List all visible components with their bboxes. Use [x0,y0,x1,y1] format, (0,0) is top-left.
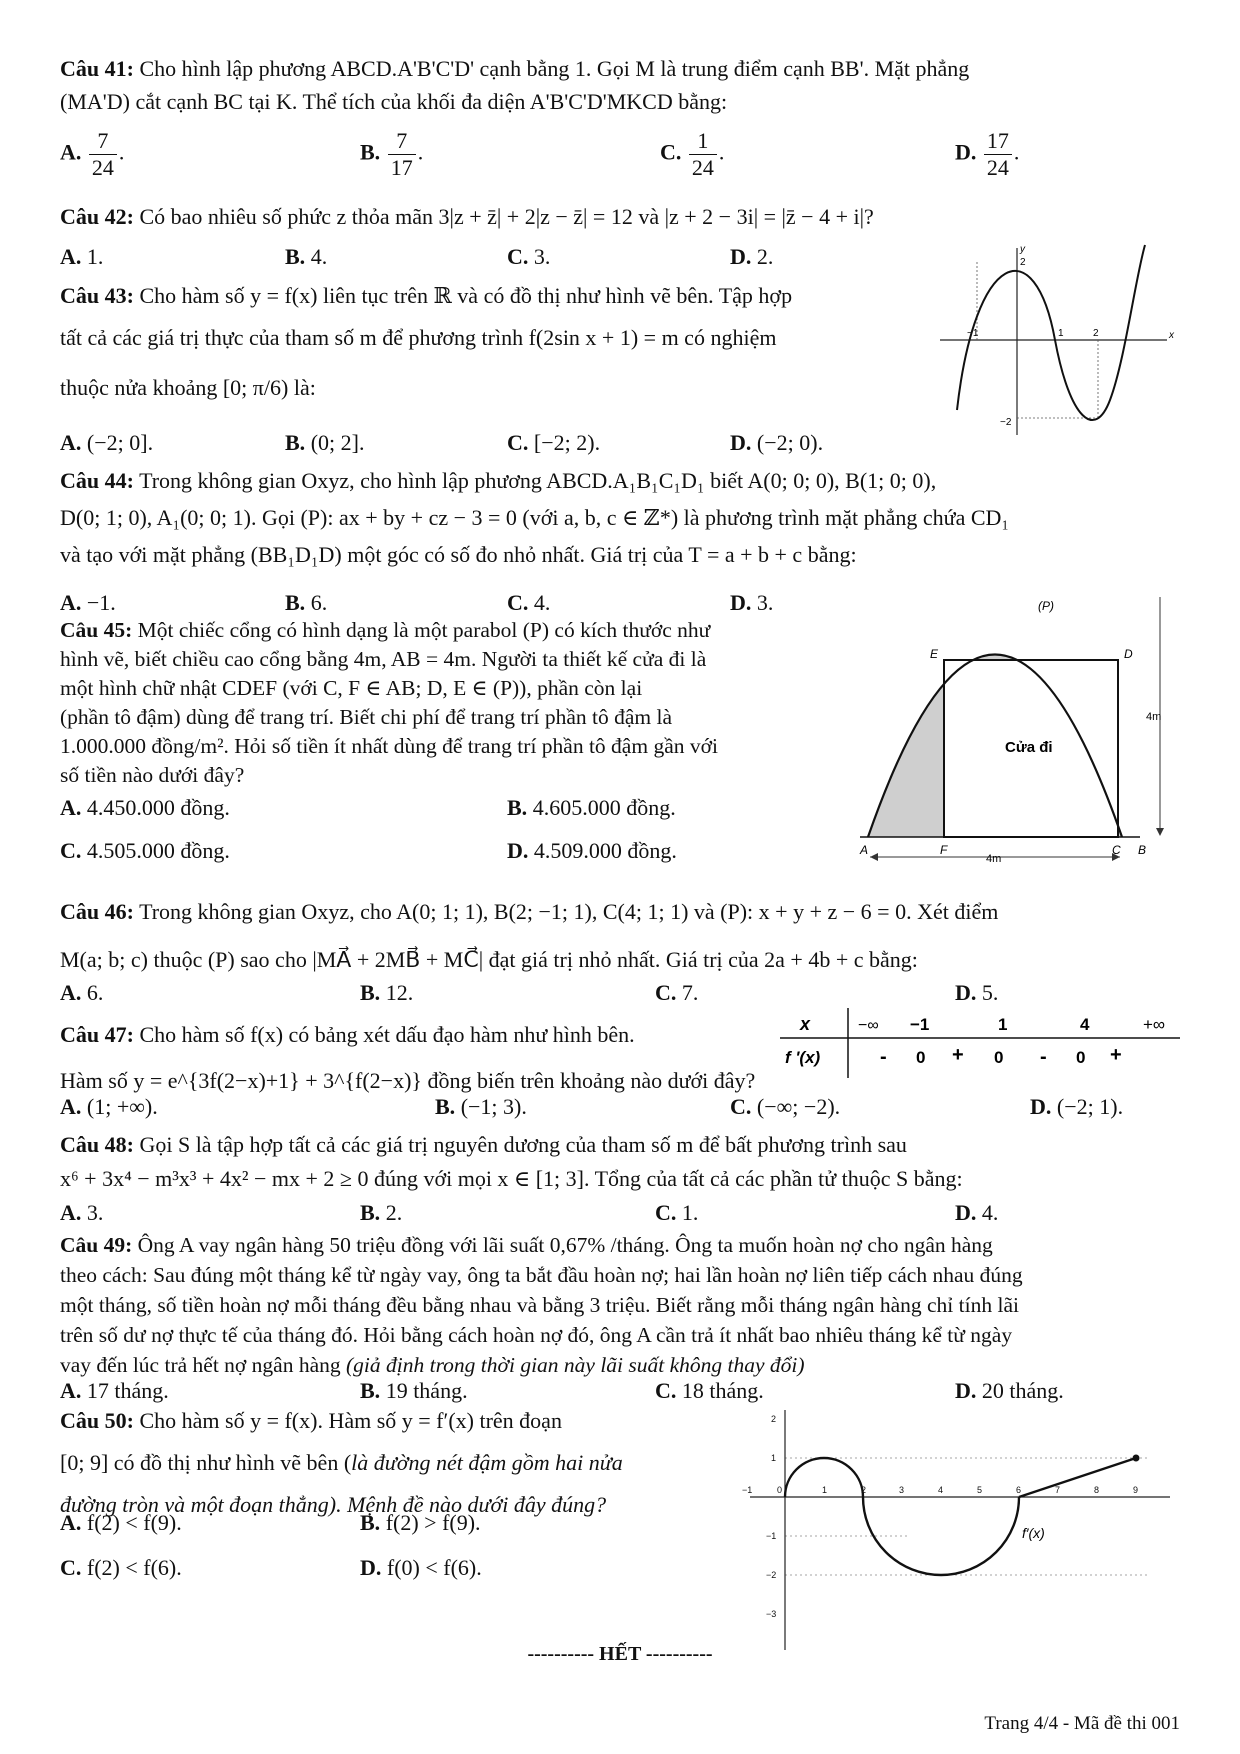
q49-option-c[interactable]: C. 18 tháng. [655,1378,764,1403]
q50-option-d[interactable]: D. f(0) < f(6). [360,1555,482,1580]
q50-xtick-7: 7 [1055,1485,1061,1495]
q49-label: Câu 49: [60,1233,133,1257]
q42-text: Có bao nhiêu số phức z thỏa mãn 3|z + z̄| + 2|z − z̄| = 12 và |z + 2 − 3i| = |z̄ − 4 + i|? [139,204,874,229]
q43-graph [935,240,1180,440]
q49-note: (giả định trong thời gian này lãi suất không thay đổi) [346,1353,805,1377]
q42-option-a[interactable]: A. 1. [60,244,104,269]
q43-option-a[interactable]: A. (−2; 0]. [60,430,154,455]
q50-ytick-neg2: −2 [766,1570,777,1580]
q44-text-line3: và tạo với mặt phẳng (BB₁D₁D) một góc có số đo nhỏ nhất. Giá trị của T = a + b + c bằng: [60,542,857,567]
q47-sign-0: - [880,1046,887,1068]
q47-option-d[interactable]: D. (−2; 1). [1030,1094,1124,1119]
q50-option-a[interactable]: A. f(2) < f(9). [60,1510,182,1535]
q50-curve-label: f′(x) [1022,1525,1045,1541]
q43-text-line3a: thuộc nửa khoảng [60,375,218,400]
q50-curve-segment [1019,1458,1139,1497]
q50-ytick-neg3: −3 [766,1609,777,1619]
q45-label-B: B [1138,843,1147,857]
q47-text-line2: Hàm số y = e^{3f(2−x)+1} + 3^{f(2−x)} đồng biến trên khoảng nào dưới đây? [60,1068,756,1093]
q43-option-c[interactable]: C. [−2; 2). [507,430,601,455]
q50-xtick-3: 3 [899,1485,905,1495]
q43-x-tick-1: 1 [1058,328,1064,339]
q43-text-line1: Cho hàm số y = f(x) liên tục trên ℝ và có đồ thị như hình vẽ bên. Tập hợp [139,283,793,308]
q45-label: Câu 45: [60,618,133,642]
q45-label-E: E [930,647,939,661]
q47-option-b[interactable]: B. (−1; 3). [435,1094,527,1119]
question-48 [60,1128,1180,1196]
q45-line-1: hình vẽ, biết chiều cao cổng bằng 4m, AB = 4m. Người ta thiết kế cửa đi là [60,647,707,671]
q50-text-line2b: là đường nét đậm gồm hai nửa [351,1450,623,1475]
q45-height-label: 4m [1146,711,1162,723]
q44-option-c[interactable]: C. 4. [507,590,551,615]
q48-option-d[interactable]: D. 4. [955,1200,999,1225]
q47-x-val-0: −∞ [858,1017,879,1034]
q45-line-0: Một chiếc cổng có hình dạng là một parabol (P) có kích thước như [137,618,711,642]
q45-line-4: 1.000.000 đồng/m². Hỏi số tiền ít nhất dùng để trang trí phần tô đậm gần với [60,734,718,758]
q50-text-line2a: [0; 9] có đồ thị như hình vẽ bên ( [60,1450,352,1475]
q50-xtick-9: 9 [1133,1485,1139,1495]
q47-sign-1: 0 [916,1048,926,1067]
q50-xtick-0: 0 [777,1485,783,1495]
q41-text-line2: (MA'D) cắt cạnh BC tại K. Thể tích của khối đa diện A'B'C'D'MKCD bằng: [60,89,728,114]
q49-line-4: vay đến lúc trả hết nợ ngân hàng [60,1353,341,1377]
q50-ytick-neg1: −1 [766,1531,777,1541]
q47-x-val-3: 4 [1080,1015,1090,1034]
q46-label: Câu 46: [60,899,134,924]
q41-label: Câu 41: [60,56,134,81]
q46-option-c[interactable]: C. 7. [655,980,699,1005]
q43-x-tick-2: 2 [1093,328,1099,339]
q44-option-a[interactable]: A. −1. [60,590,116,615]
question-41 [60,52,1180,118]
q45-label-A: A [860,843,869,857]
q45-line-2: một hình chữ nhật CDEF (với C, F ∈ AB; D, E ∈ (P)), phần còn lại [60,676,643,700]
q47-table-x-label: x [800,1014,811,1034]
q47-sign-4: - [1040,1046,1047,1068]
q47-sign-6: + [1110,1044,1122,1066]
q44-text-line2: D(0; 1; 0), A₁(0; 0; 1). Gọi (P): ax + by + cz − 3 = 0 (với a, b, c ∈ ℤ*) là phương trình mặt phẳng chứa CD₁ [60,505,1010,530]
q45-door-label: Cửa đi [1005,739,1053,756]
question-43 [60,275,930,409]
q44-option-d[interactable]: D. 3. [730,590,774,615]
q45-label-C: C [1112,843,1121,857]
q49-line-1: theo cách: Sau đúng một tháng kể từ ngày vay, ông ta bắt đầu hoàn nợ; hai lần hoàn nợ liên tiếp cách nhau đúng [60,1263,1023,1287]
q46-text-line1: Trong không gian Oxyz, cho A(0; 1; 1), B(2; −1; 1), C(4; 1; 1) và (P): x + y + z − 6 = 0. Xét điểm [139,899,999,924]
q43-label: Câu 43: [60,283,134,308]
q48-option-a[interactable]: A. 3. [60,1200,104,1225]
q50-option-c[interactable]: C. f(2) < f(6). [60,1555,182,1580]
q44-label: Câu 44: [60,468,134,493]
end-marker: ---------- HẾT ---------- [527,1643,713,1665]
page-footer: Trang 4/4 - Mã đề thi 001 [984,1713,1180,1734]
q43-y-tick-2: 2 [1020,257,1026,268]
q47-x-val-2: 1 [998,1015,1008,1034]
q45-option-b[interactable]: B. 4.605.000 đồng. [507,795,676,820]
q49-line-0: Ông A vay ngân hàng 50 triệu đồng với lãi suất 0,67% /tháng. Ông ta muốn hoàn nợ cho ngân hàng [137,1233,993,1257]
q43-curve [957,245,1145,420]
q50-ytick-1: 1 [771,1453,777,1463]
q42-option-c[interactable]: C. 3. [507,244,551,269]
q48-option-b[interactable]: B. 2. [360,1200,403,1225]
q50-ytick-2: 2 [771,1414,777,1424]
q43-y-axis-label: y [1020,244,1025,255]
q45-option-a[interactable]: A. 4.450.000 đồng. [60,795,230,820]
q47-table-f-label: f '(x) [785,1048,821,1067]
q50-graph [730,1410,1180,1650]
q50-endpoint [1133,1455,1140,1462]
q49-option-b[interactable]: B. 19 tháng. [360,1378,468,1403]
q45-label-P: (P) [1038,599,1054,613]
q47-option-a[interactable]: A. (1; +∞). [60,1094,158,1119]
q46-text-line2: M(a; b; c) thuộc (P) sao cho |MA⃗ + 2MB⃗ + MC⃗| đạt giá trị nhỏ nhất. Giá trị của 2a + 4b + c bằng: [60,947,918,972]
q50-xtick-neg1: −1 [742,1485,753,1495]
q47-x-val-4: +∞ [1143,1015,1166,1034]
question-50 [60,1400,720,1526]
question-45 [60,616,830,790]
q47-sign-2: + [952,1044,964,1066]
q46-option-b[interactable]: B. 12. [360,980,414,1005]
q45-height-arrow-bottom [1156,828,1164,836]
q49-line-2: một tháng, số tiền hoàn nợ mỗi tháng đều bằng nhau và bằng 3 triệu. Biết rằng mỗi tháng ngân hàng chỉ tính lãi [60,1293,1019,1317]
q48-text-line2: x⁶ + 3x⁴ − m³x³ + 4x² − mx + 2 ≥ 0 đúng với mọi x ∈ [1; 3]. Tổng của tất cả các phần tử thuộc S bằng: [60,1166,963,1191]
q43-option-d[interactable]: D. (−2; 0). [730,430,824,455]
q50-xtick-8: 8 [1094,1485,1100,1495]
q47-sign-5: 0 [1076,1048,1086,1067]
question-42 [60,200,1180,233]
q49-line-3: trên số dư nợ thực tế của tháng đó. Hỏi bằng cách hoàn nợ đó, ông A cần trả ít nhất bao nhiêu tháng kể từ ngày [60,1323,1013,1347]
q45-label-F: F [940,843,948,857]
q43-x-tick-neg1: −1 [967,328,979,339]
q42-label: Câu 42: [60,204,134,229]
q42-option-d[interactable]: D. 2. [730,244,774,269]
q41-option-d[interactable]: D. $\frac{17}{24}$ . [955,128,1020,180]
q44-option-b[interactable]: B. 6. [285,590,328,615]
q42-option-b[interactable]: B. 4. [285,244,328,269]
q48-label: Câu 48: [60,1132,134,1157]
q45-width-arrow-left [870,853,878,861]
q43-y-tick-neg2: −2 [1000,417,1012,428]
q41-text-line1: Cho hình lập phương ABCD.A'B'C'D' cạnh bằng 1. Gọi M là trung điểm cạnh BB'. Mặt phẳng [139,56,970,81]
q46-option-d[interactable]: D. 5. [955,980,999,1005]
q50-text-line3: đường tròn và một đoạn thẳng). Mệnh đề nào dưới đây đúng? [60,1492,607,1517]
q50-text-line1: Cho hàm số y = f(x). Hàm số y = f′(x) trên đoạn [139,1408,562,1433]
question-47 [60,1012,780,1104]
q46-option-a[interactable]: A. 6. [60,980,104,1005]
q43-x-axis-label: x [1169,330,1174,341]
q45-width-label: 4m [986,853,1002,865]
question-49 [60,1230,1180,1380]
q48-text-line1: Gọi S là tập hợp tất cả các giá trị nguyên dương của tham số m để bất phương trình sau [139,1132,907,1157]
q50-xtick-6: 6 [1016,1485,1022,1495]
q50-option-b[interactable]: B. f(2) > f(9). [360,1510,481,1535]
q48-option-c[interactable]: C. 1. [655,1200,699,1225]
q49-option-a[interactable]: A. 17 tháng. [60,1378,169,1403]
q50-label: Câu 50: [60,1408,134,1433]
q47-label: Câu 47: [60,1022,134,1047]
question-46 [60,888,1180,984]
q47-option-c[interactable]: C. (−∞; −2). [730,1094,841,1119]
q45-line-5: số tiền nào dưới đây? [60,763,245,787]
q50-xtick-1: 1 [822,1485,828,1495]
q41-option-a[interactable]: A. $\frac{7}{24}$ . [60,128,125,180]
q47-sign-3: 0 [994,1048,1004,1067]
q45-option-c[interactable]: C. 4.505.000 đồng. [60,838,230,863]
q45-figure [850,592,1180,867]
q45-option-d[interactable]: D. 4.509.000 đồng. [507,838,677,863]
q49-option-d[interactable]: D. 20 tháng. [955,1378,1064,1403]
q45-line-3: (phần tô đậm) dùng để trang trí. Biết chi phí để trang trí phần tô đậm là [60,705,672,729]
q50-xtick-4: 4 [938,1485,944,1495]
q43-option-b[interactable]: B. (0; 2]. [285,430,365,455]
q44-text-line1: Trong không gian Oxyz, cho hình lập phương ABCD.A₁B₁C₁D₁ biết A(0; 0; 0), B(1; 0; 0), [139,468,937,493]
q41-option-b[interactable]: B. $\frac{7}{17}$ . [360,128,424,180]
q43-interval: [0; π/6) là: [222,375,316,400]
q43-text-line2: tất cả các giá trị thực của tham số m để phương trình f(2sin x + 1) = m có nghiệm [60,325,777,350]
question-44 [60,462,1180,573]
q50-xtick-2: 2 [861,1485,867,1495]
q47-sign-table [780,1008,1180,1078]
q45-label-D: D [1124,647,1133,661]
q47-x-val-1: −1 [910,1015,930,1034]
q50-xtick-5: 5 [977,1485,983,1495]
q41-option-c[interactable]: C. $\frac{1}{24}$ . [660,128,725,180]
q47-text-line1: Cho hàm số f(x) có bảng xét dấu đạo hàm như hình bên. [139,1022,635,1047]
